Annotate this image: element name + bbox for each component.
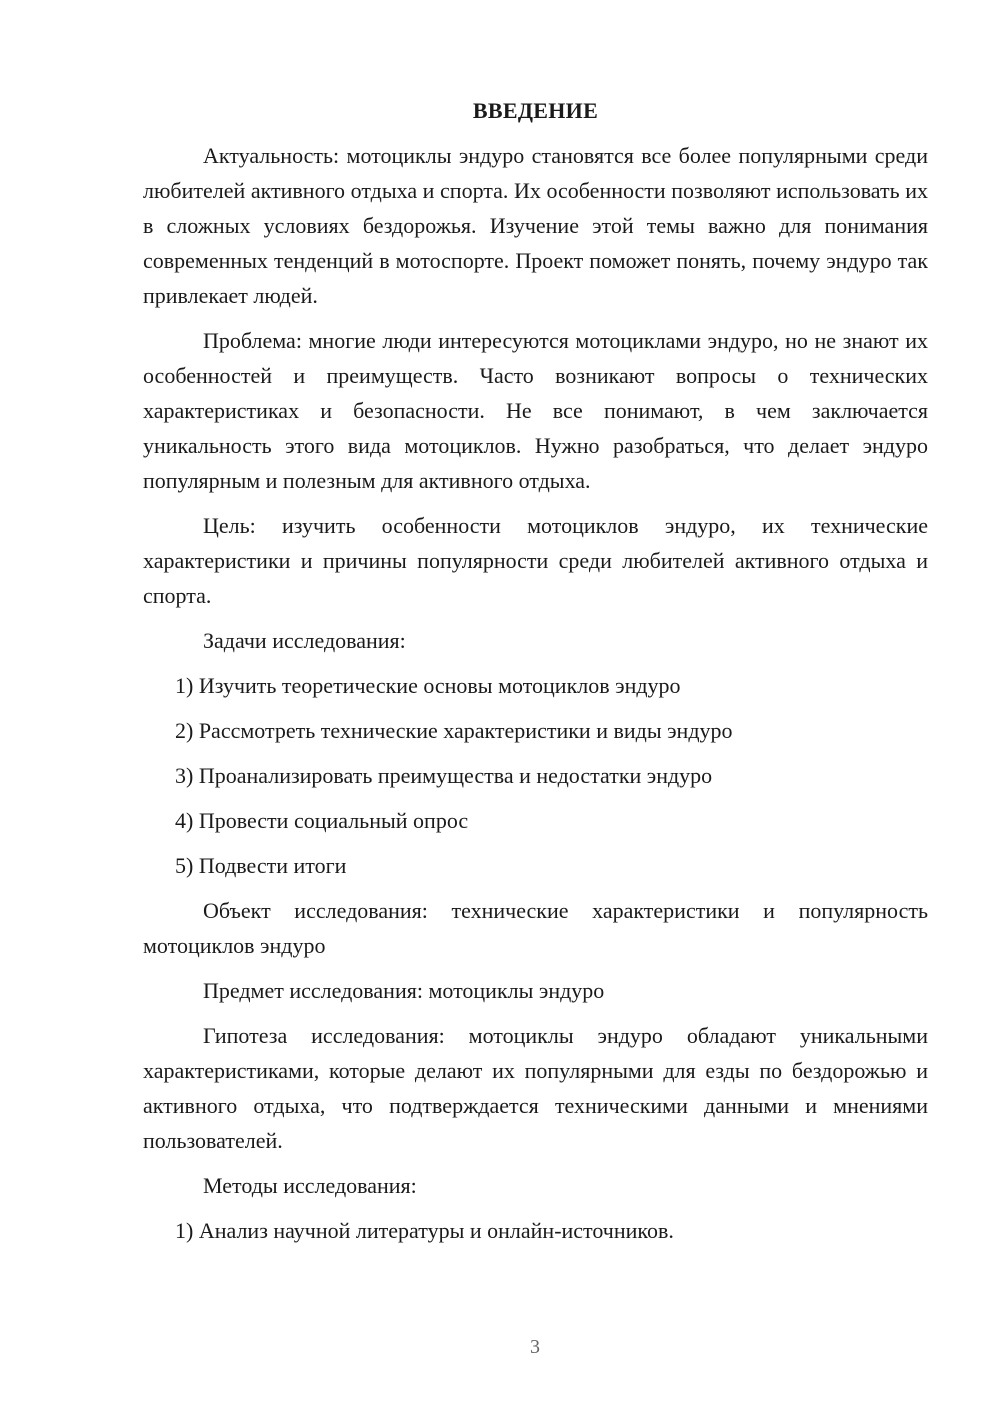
list-item: 1) Анализ научной литературы и онлайн-источников. [175, 1218, 674, 1243]
section-title: ВВЕДЕНИЕ [472, 98, 599, 123]
object-paragraph: Объект исследования: технические характеристики и популярность мотоциклов эндуро [143, 898, 928, 958]
list-item: 3) Проанализировать преимущества и недостатки эндуро [175, 763, 713, 788]
hypothesis-paragraph: Гипотеза исследования: мотоциклы эндуро обладают уникальными характеристиками, которые делают их популярными для езды по бездорожью и активного отдыха, что подтверждается техническими данными и мнениями пользователей. [143, 1023, 928, 1153]
page-number: 3 [530, 1336, 540, 1358]
list-item: 4) Провести социальный опрос [175, 808, 469, 833]
page-content [143, 96, 928, 1258]
tasks-list [143, 668, 928, 883]
methods-list [143, 1213, 928, 1248]
list-item: 2) Рассмотреть технические характеристики и виды эндуро [175, 718, 733, 743]
goal-paragraph: Цель: изучить особенности мотоциклов эндуро, их технические характеристики и причины популярности среди любителей активного отдыха и спорта. [143, 513, 928, 608]
tasks-heading: Задачи исследования: [203, 628, 406, 653]
methods-heading: Методы исследования: [203, 1173, 417, 1198]
problem-paragraph: Проблема: многие люди интересуются мотоциклами эндуро, но не знают их особенностей и преимуществ. Часто возникают вопросы о технических характеристиках и безопасности. Не все понимают, в чем заключается уникальность этого вида мотоциклов. Нужно разобраться, что делает эндуро популярным и полезным для активного отдыха. [143, 328, 928, 493]
relevance-paragraph: Актуальность: мотоциклы эндуро становятся все более популярными среди любителей активного отдыха и спорта. Их особенности позволяют использовать их в сложных условиях бездорожья. Изучение этой темы важно для понимания современных тенденций в мотоспорте. Проект поможет понять, почему эндуро так привлекает людей. [143, 143, 928, 308]
subject-paragraph: Предмет исследования: мотоциклы эндуро [203, 978, 605, 1003]
list-item: 5) Подвести итоги [175, 853, 347, 878]
list-item: 1) Изучить теоретические основы мотоциклов эндуро [175, 673, 681, 698]
